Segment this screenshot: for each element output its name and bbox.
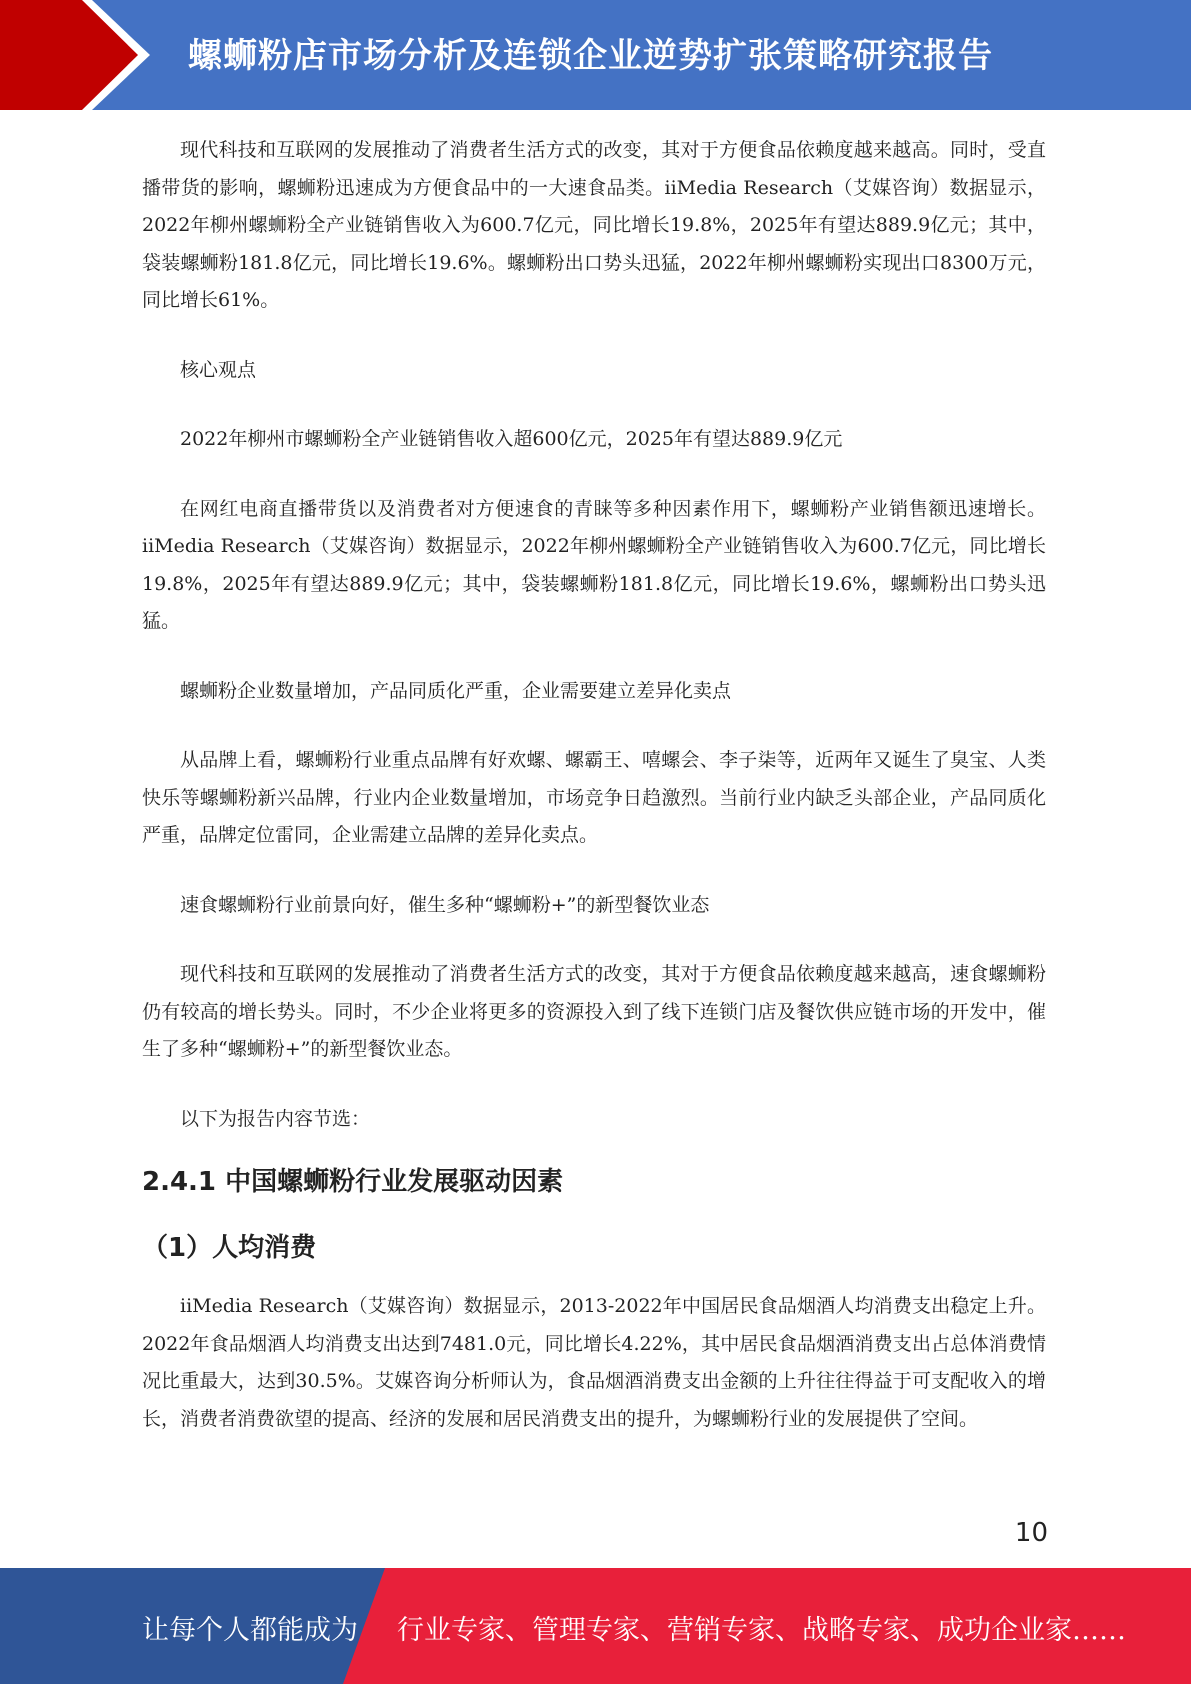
paragraph-point-1-body: 在网红电商直播带货以及消费者对方便速食的青睐等多种因素作用下，螺蛳粉产业销售额迅速增长。iiMedia Research（艾媒咨询）数据显示，2022年柳州螺蛳粉全产业链销售收入为600.7亿元，同比增长19.8%，2025年有望达889.9亿元；其中，袋装螺蛳粉181.8亿元，同比增长19.6%，螺蛳粉出口势头迅猛。 [142, 497, 1046, 632]
paragraph-per-capita-consumption: iiMedia Research（艾媒咨询）数据显示，2013-2022年中国居民食品烟酒人均消费支出稳定上升。2022年食品烟酒人均消费支出达到7481.0元，同比增长4.22%，其中居民食品烟酒消费支出占总体消费情况比重最大，达到30.5%。艾媒咨询分析师认为，食品烟酒消费支出金额的上升往往得益于可支配收入的增长，消费者消费欲望的提高、经济的发展和居民消费支出的提升，为螺蛳粉行业的发展提供了空间。 [142, 1295, 1046, 1430]
paragraph-excerpt-note: 以下为报告内容节选： [180, 1107, 371, 1130]
paragraph-intro: 现代科技和互联网的发展推动了消费者生活方式的改变，其对于方便食品依赖度越来越高。同时，受直播带货的影响，螺蛳粉迅速成为方便食品中的一大速食品类。iiMedia Research（艾媒咨询）数据显示，2022年柳州螺蛳粉全产业链销售收入为600.7亿元，同比增长19.8%，2025年有望达889.9亿元；其中，袋装螺蛳粉181.8亿元，同比增长19.6%。螺蛳粉出口势头迅猛，2022年柳州螺蛳粉实现出口8300万元，同比增长61%。 [142, 139, 1046, 311]
paragraph-point-3-body: 现代科技和互联网的发展推动了消费者生活方式的改变，其对于方便食品依赖度越来越高，速食螺蛳粉仍有较高的增长势头。同时，不少企业将更多的资源投入到了线下连锁门店及餐饮供应链市场的开发中，催生了多种“螺蛳粉+”的新型餐饮业态。 [142, 963, 1046, 1060]
section-heading: 2.4.1 中国螺蛳粉行业发展驱动因素 [142, 1167, 564, 1197]
footer-slogan-right: 行业专家、管理专家、营销专家、战略专家、成功企业家…… [397, 1615, 1126, 1646]
footer-slogan-left: 让每个人都能成为 [142, 1615, 358, 1646]
header-title: 螺蛳粉店市场分析及连锁企业逆势扩张策略研究报告 [188, 36, 993, 76]
paragraph-point-1-title: 2022年柳州市螺蛳粉全产业链销售收入超600亿元，2025年有望达889.9亿元 [180, 428, 843, 450]
subsection-heading: （1）人均消费 [142, 1233, 317, 1263]
paragraph-point-3-title: 速食螺蛳粉行业前景向好，催生多种“螺蛳粉+”的新型餐饮业态 [180, 893, 710, 916]
page-number: 10 [1014, 1518, 1048, 1548]
paragraph-core-view-label: 核心观点 [180, 358, 257, 381]
page-footer [0, 1568, 1191, 1684]
page-header [0, 0, 1191, 110]
report-body [142, 132, 1046, 1438]
paragraph-point-2-title: 螺蛳粉企业数量增加，产品同质化严重，企业需要建立差异化卖点 [180, 679, 732, 702]
paragraph-point-2-body: 从品牌上看，螺蛳粉行业重点品牌有好欢螺、螺霸王、嘻螺会、李子柒等，近两年又诞生了臭宝、人类快乐等螺蛳粉新兴品牌，行业内企业数量增加，市场竞争日趋激烈。当前行业内缺乏头部企业，产品同质化严重，品牌定位雷同，企业需建立品牌的差异化卖点。 [142, 749, 1046, 846]
